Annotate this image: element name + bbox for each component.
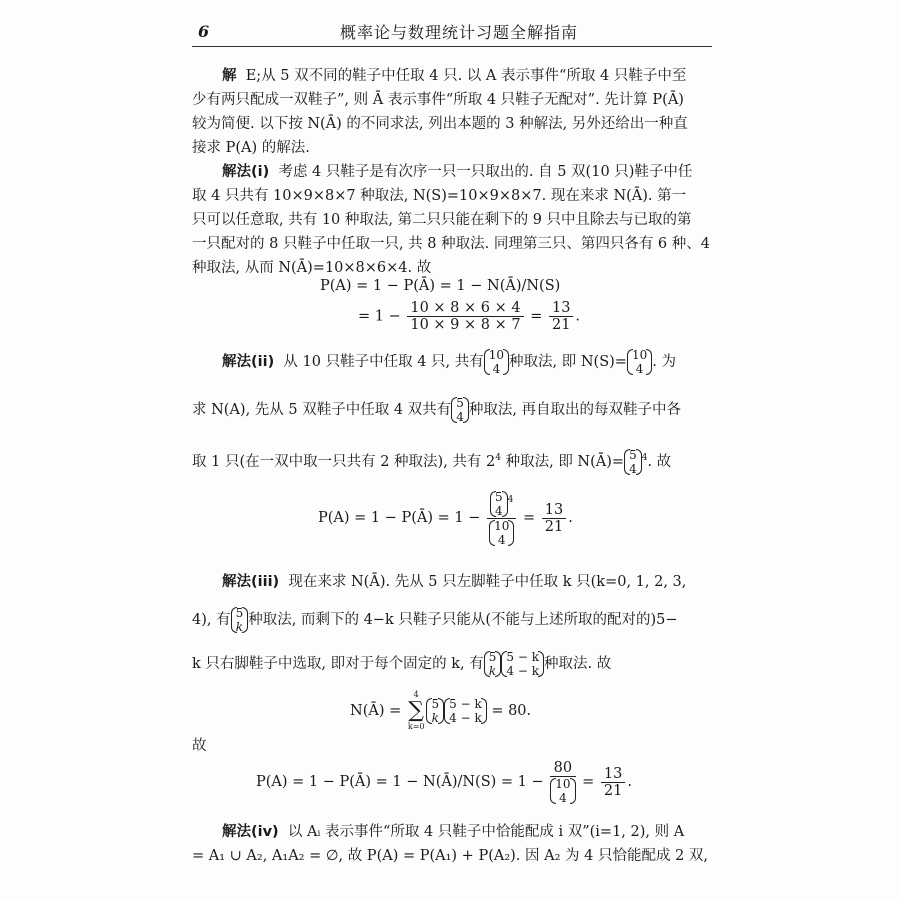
- binomial: 5 − k 4 − k: [501, 650, 544, 678]
- method-1-line-2: 取 4 只共有 10×9×8×7 种取法, N(S)=10×9×8×7. 现在来求 N(Ā). 第一: [192, 188, 687, 204]
- method-1-line-1: 解法(i) 考虑 4 只鞋子是有次序一只一只取出的. 自 5 双(10 只)鞋子中任: [222, 164, 693, 180]
- solution-line-2: 少有两只配成一双鞋子”, 则 Ā 表示事件“所取 4 只鞋子无配对”. 先计算 P(Ā): [192, 92, 684, 108]
- therefore-text: 故: [192, 738, 207, 754]
- result-fraction: $\frac{13}{21}$: [549, 300, 573, 333]
- method-1-line-5: 种取法, 从而 N(Ā)=10×8×6×4. 故: [192, 260, 432, 276]
- solution-line-1: 解 E;从 5 双不同的鞋子中任取 4 只. 以 A 表示事件“所取 4 只鞋子中至: [222, 68, 687, 84]
- binomial: 5 k: [231, 606, 249, 634]
- fraction: 5 4 $^4$ 10 4: [487, 490, 516, 547]
- solution-line-4: 接求 P(A) 的解法.: [192, 140, 310, 156]
- fraction: $\frac{10 \times 8 \times 6 \times 4}{10 \times 9 \times 8 \times 7}$: [407, 300, 523, 333]
- method-3-line-1: 解法(iii) 现在来求 N(Ā). 先从 5 只左脚鞋子中任取 k 只(k=0, 1, 2, 3,: [222, 574, 687, 590]
- method-2-line-2: 求 N(A), 先从 5 双鞋子中任取 4 双共有 5 4 种取法, 再自取出的每双鞋子中各: [192, 396, 682, 424]
- solution-line-3: 较为简便. 以下按 N(Ā) 的不同求法, 列出本题的 3 种解法, 另外还给出一种直: [192, 116, 688, 132]
- method-3-sum-equation: N(Ā) = 4 ∑ k=0 5 k 5 − k 4 − k = 80.: [350, 690, 532, 731]
- result-fraction: $\frac{13}{21}$: [601, 766, 625, 799]
- method-3-line-3: k 只右脚鞋子中选取, 即对于每个固定的 k, 有 5 k 5 − k 4 − k 种取法. 故: [192, 650, 612, 678]
- method-4-line-1: 解法(iv) 以 Aᵢ 表示事件“所取 4 只鞋子中恰能配成 i 双”(i=1, 2), 则 A: [222, 824, 685, 840]
- result-fraction: $\frac{13}{21}$: [542, 502, 566, 535]
- binomial: 5 k: [484, 650, 502, 678]
- summation: 4 ∑ k=0: [407, 690, 425, 731]
- binomial: 5 4: [624, 448, 642, 476]
- page-header: [192, 18, 712, 47]
- binomial: 5 4: [451, 396, 469, 424]
- method-1-line-3: 只可以任意取, 共有 10 种取法, 第二只只能在剩下的 9 只中且除去与已取的第: [192, 212, 692, 228]
- method-1-equation-1: P(A) = 1 − P(Ā) = 1 − N(Ā)/N(S): [320, 278, 561, 294]
- method-2-line-1: 解法(ii) 从 10 只鞋子中任取 4 只, 共有 10 4 种取法, 即 N(S)= 10 4 . 为: [222, 348, 676, 376]
- method-3-label: 解法(iii): [222, 574, 280, 590]
- method-1-line-4: 一只配对的 8 只鞋子中任取一只, 共 8 种取法. 同理第三只、第四只各有 6 种、4: [192, 236, 710, 252]
- solution-label: 解: [222, 68, 237, 84]
- method-4-label: 解法(iv): [222, 824, 279, 840]
- method-1-equation-2: = 1 − $\frac{10 \times 8 \times 6 \times 4}{10 \times 9 \times 8 \times 7}$ = $\frac{13}{21}$ .: [358, 300, 581, 333]
- binomial: 10 4: [627, 348, 652, 376]
- method-4-line-2: = A₁ ∪ A₂, A₁A₂ = ∅, 故 P(A) = P(A₁) + P(A₂). 因 A₂ 为 4 只恰能配成 2 双,: [192, 848, 709, 864]
- page-number: 6: [198, 22, 210, 41]
- fraction: 80 10 4: [550, 760, 575, 805]
- running-title: 概率论与数理统计习题全解指南: [340, 23, 579, 42]
- binomial: 10 4: [484, 348, 509, 376]
- method-1-label: 解法(i): [222, 164, 270, 180]
- method-2-equation: P(A) = 1 − P(Ā) = 1 − 5 4 $^4$ 10 4 = $\frac{13}{21}$ .: [318, 489, 573, 547]
- method-2-label: 解法(ii): [222, 354, 275, 370]
- method-3-line-2: 4), 有 5 k 种取法, 而剩下的 4−k 只鞋子只能从(不能与上述所取的配对的)5−: [192, 606, 678, 634]
- method-3-equation: P(A) = 1 − P(Ā) = 1 − N(Ā)/N(S) = 1 − 80 10 4 = $\frac{13}{21}$ .: [256, 759, 632, 805]
- method-2-line-3: 取 1 只(在一双中取一只共有 2 种取法), 共有 $2^4$ 种取法, 即 N(Ā)= 5 4 $^4$. 故: [192, 447, 672, 476]
